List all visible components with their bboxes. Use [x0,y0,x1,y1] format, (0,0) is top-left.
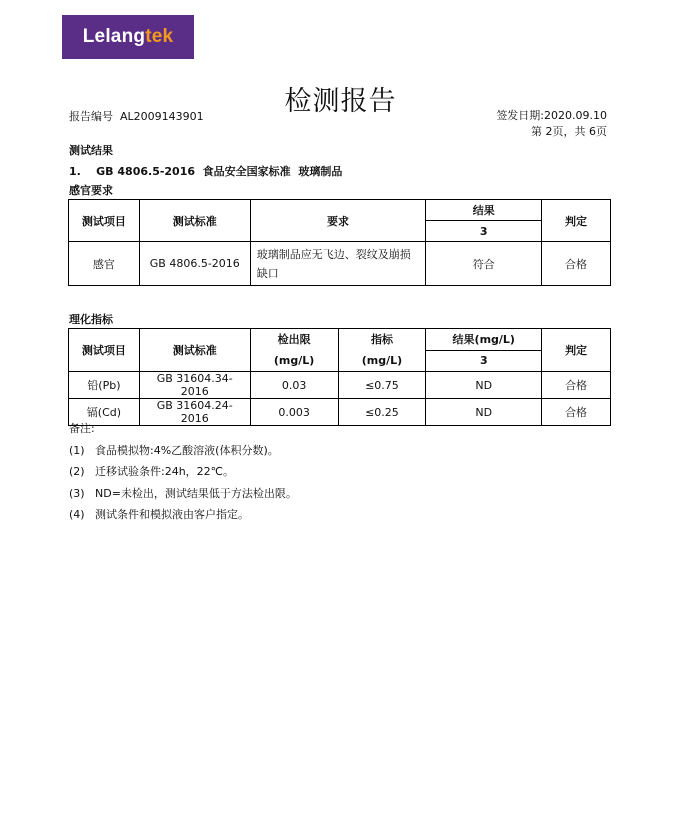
cell-verdict: 合格 [542,372,611,399]
header-sample-no: 3 [426,350,542,372]
cell-standard: GB 31604.24-2016 [139,399,250,426]
note-text: 迁移试验条件:24h，22℃。 [95,465,235,478]
cell-detection-limit: 0.03 [250,372,338,399]
notes-section [69,418,297,526]
cell-verdict: 合格 [542,399,611,426]
note-text: 测试条件和模拟液由客户指定。 [95,508,249,521]
header-result: 结果(mg/L) [426,329,542,351]
report-meta [496,108,607,140]
limit-label: 指标 [370,333,393,346]
report-title: 检测报告 [284,86,397,117]
note-number: (2) [69,465,85,478]
report-number [69,108,204,124]
issue-date: 签发日期:2020.09.10 [496,109,607,122]
report-number-value: AL2009143901 [120,110,204,123]
header-requirement: 要求 [250,200,426,242]
section-results-heading: 测试结果 [69,144,113,157]
physchem-header-row [69,329,611,351]
cell-verdict: 合格 [542,242,611,286]
note-text: ND=未检出，测试结果低于方法检出限。 [95,486,297,500]
list-item [69,504,297,526]
sensory-heading: 感官要求 [69,184,113,197]
logo-text-main: Lelang [82,26,146,47]
table-row [69,372,611,399]
cell-result: ND [426,372,542,399]
header-verdict: 判定 [542,200,611,242]
cell-item: 镉(Cd) [69,399,140,426]
header-verdict: 判定 [542,329,611,372]
header-sample-no: 3 [426,221,542,242]
detection-limit-label: 检出限 [277,333,311,346]
header-test-standard: 测试标准 [139,200,250,242]
header-test-item: 测试项目 [69,200,140,242]
cell-limit: ≤0.25 [338,399,426,426]
note-number: (4) [69,508,85,521]
note-number: (1) [69,443,85,457]
sensory-header-row [69,200,611,221]
cell-standard: GB 4806.5-2016 [139,242,250,286]
list-item [69,461,297,483]
cell-requirement: 玻璃制品应无飞边、裂纹及崩损缺口 [250,242,426,286]
cell-detection-limit: 0.003 [250,399,338,426]
limit-unit: (mg/L) [361,354,403,367]
note-number: (3) [69,486,85,500]
cell-standard: GB 31604.34-2016 [139,372,250,399]
cell-result: ND [426,399,542,426]
list-item [69,483,297,505]
note-text: 食品模拟物:4%乙酸溶液(体积分数)。 [95,443,279,457]
logo-text-accent: tek [145,26,174,47]
table-row [69,242,611,286]
header-detection-limit [250,329,338,372]
cell-item: 感官 [69,242,140,286]
standard-line: 1. GB 4806.5-2016 食品安全国家标准 玻璃制品 [69,165,343,178]
cell-limit: ≤0.75 [338,372,426,399]
physchem-heading: 理化指标 [69,313,113,326]
sensory-table [68,199,611,286]
page-info: 第 2页，共 6页 [531,125,607,138]
header-test-item: 测试项目 [69,329,140,372]
physchem-table [68,328,611,426]
company-logo [62,15,194,59]
cell-item: 铅(Pb) [69,372,140,399]
list-item [69,440,297,462]
report-number-label: 报告编号 [69,110,113,123]
header-result: 结果 [426,200,542,221]
notes-heading: 备注: [69,422,95,435]
detection-limit-unit: (mg/L) [273,354,315,367]
header-test-standard: 测试标准 [139,329,250,372]
cell-result: 符合 [426,242,542,286]
header-limit [338,329,426,372]
